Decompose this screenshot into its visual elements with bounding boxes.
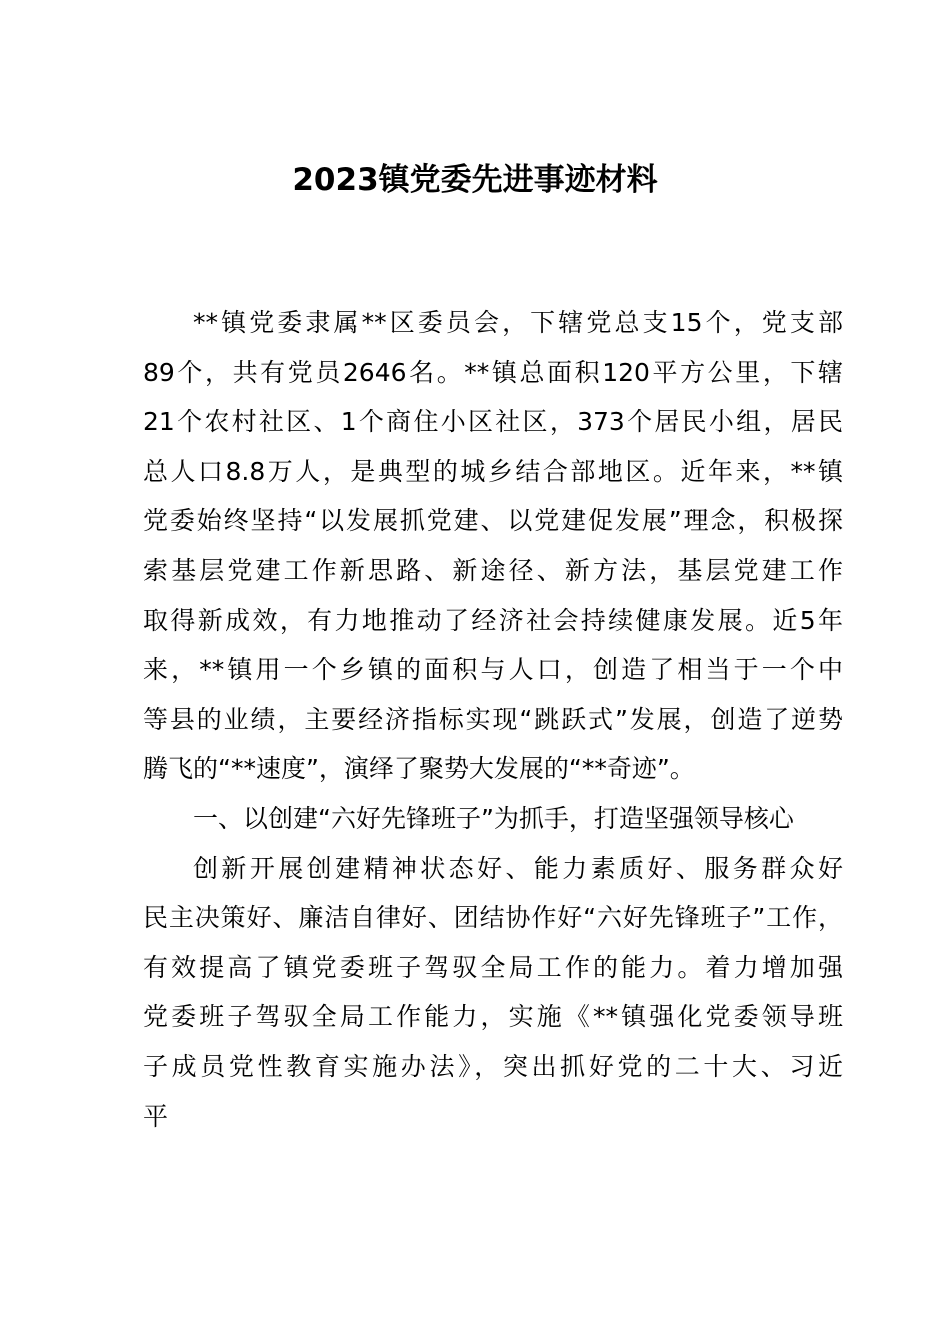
paragraph-line: 子成员党性教育实施办法》，突出抓好党的二十大、习近 bbox=[143, 1051, 843, 1081]
paragraph-line: 民主决策好、廉洁自律好、团结协作好“六好先锋班子”工作， bbox=[143, 903, 843, 933]
paragraph-line: 来，**镇用一个乡镇的面积与人口，创造了相当于一个中 bbox=[143, 655, 843, 685]
document-title: 2023镇党委先进事迹材料 bbox=[292, 162, 658, 198]
paragraph-line: 平 bbox=[143, 1101, 169, 1131]
paragraph-line: 有效提高了镇党委班子驾驭全局工作的能力。着力增加强 bbox=[143, 952, 843, 982]
paragraph-line: 党委始终坚持“以发展抓党建、以党建促发展”理念，积极探 bbox=[143, 506, 843, 536]
paragraph-line: 21个农村社区、1个商住小区社区，373个居民小组，居民 bbox=[143, 407, 843, 437]
paragraph-line: 创新开展创建精神状态好、能力素质好、服务群众好 bbox=[193, 853, 843, 883]
paragraph-line: 党委班子驾驭全局工作能力，实施《**镇强化党委领导班 bbox=[143, 1002, 843, 1032]
document-body bbox=[143, 298, 843, 1141]
paragraph-line: 索基层党建工作新思路、新途径、新方法，基层党建工作 bbox=[143, 555, 843, 585]
paragraph-line: **镇党委隶属**区委员会，下辖党总支15个，党支部 bbox=[193, 308, 843, 337]
paragraph-line: 取得新成效，有力地推动了经济社会持续健康发展。近5年 bbox=[143, 605, 843, 635]
paragraph-line: 等县的业绩，主要经济指标实现“跳跃式”发展，创造了逆势 bbox=[143, 704, 843, 734]
section-heading: 一、以创建“六好先锋班子”为抓手，打造坚强领导核心 bbox=[193, 803, 794, 833]
paragraph-line: 腾飞的“**速度”，演绎了聚势大发展的“**奇迹”。 bbox=[143, 754, 695, 784]
paragraph-line: 总人口8.8万人，是典型的城乡结合部地区。近年来，**镇 bbox=[143, 456, 843, 486]
paragraph-line: 89个，共有党员2646名。**镇总面积120平方公里，下辖 bbox=[143, 357, 843, 387]
